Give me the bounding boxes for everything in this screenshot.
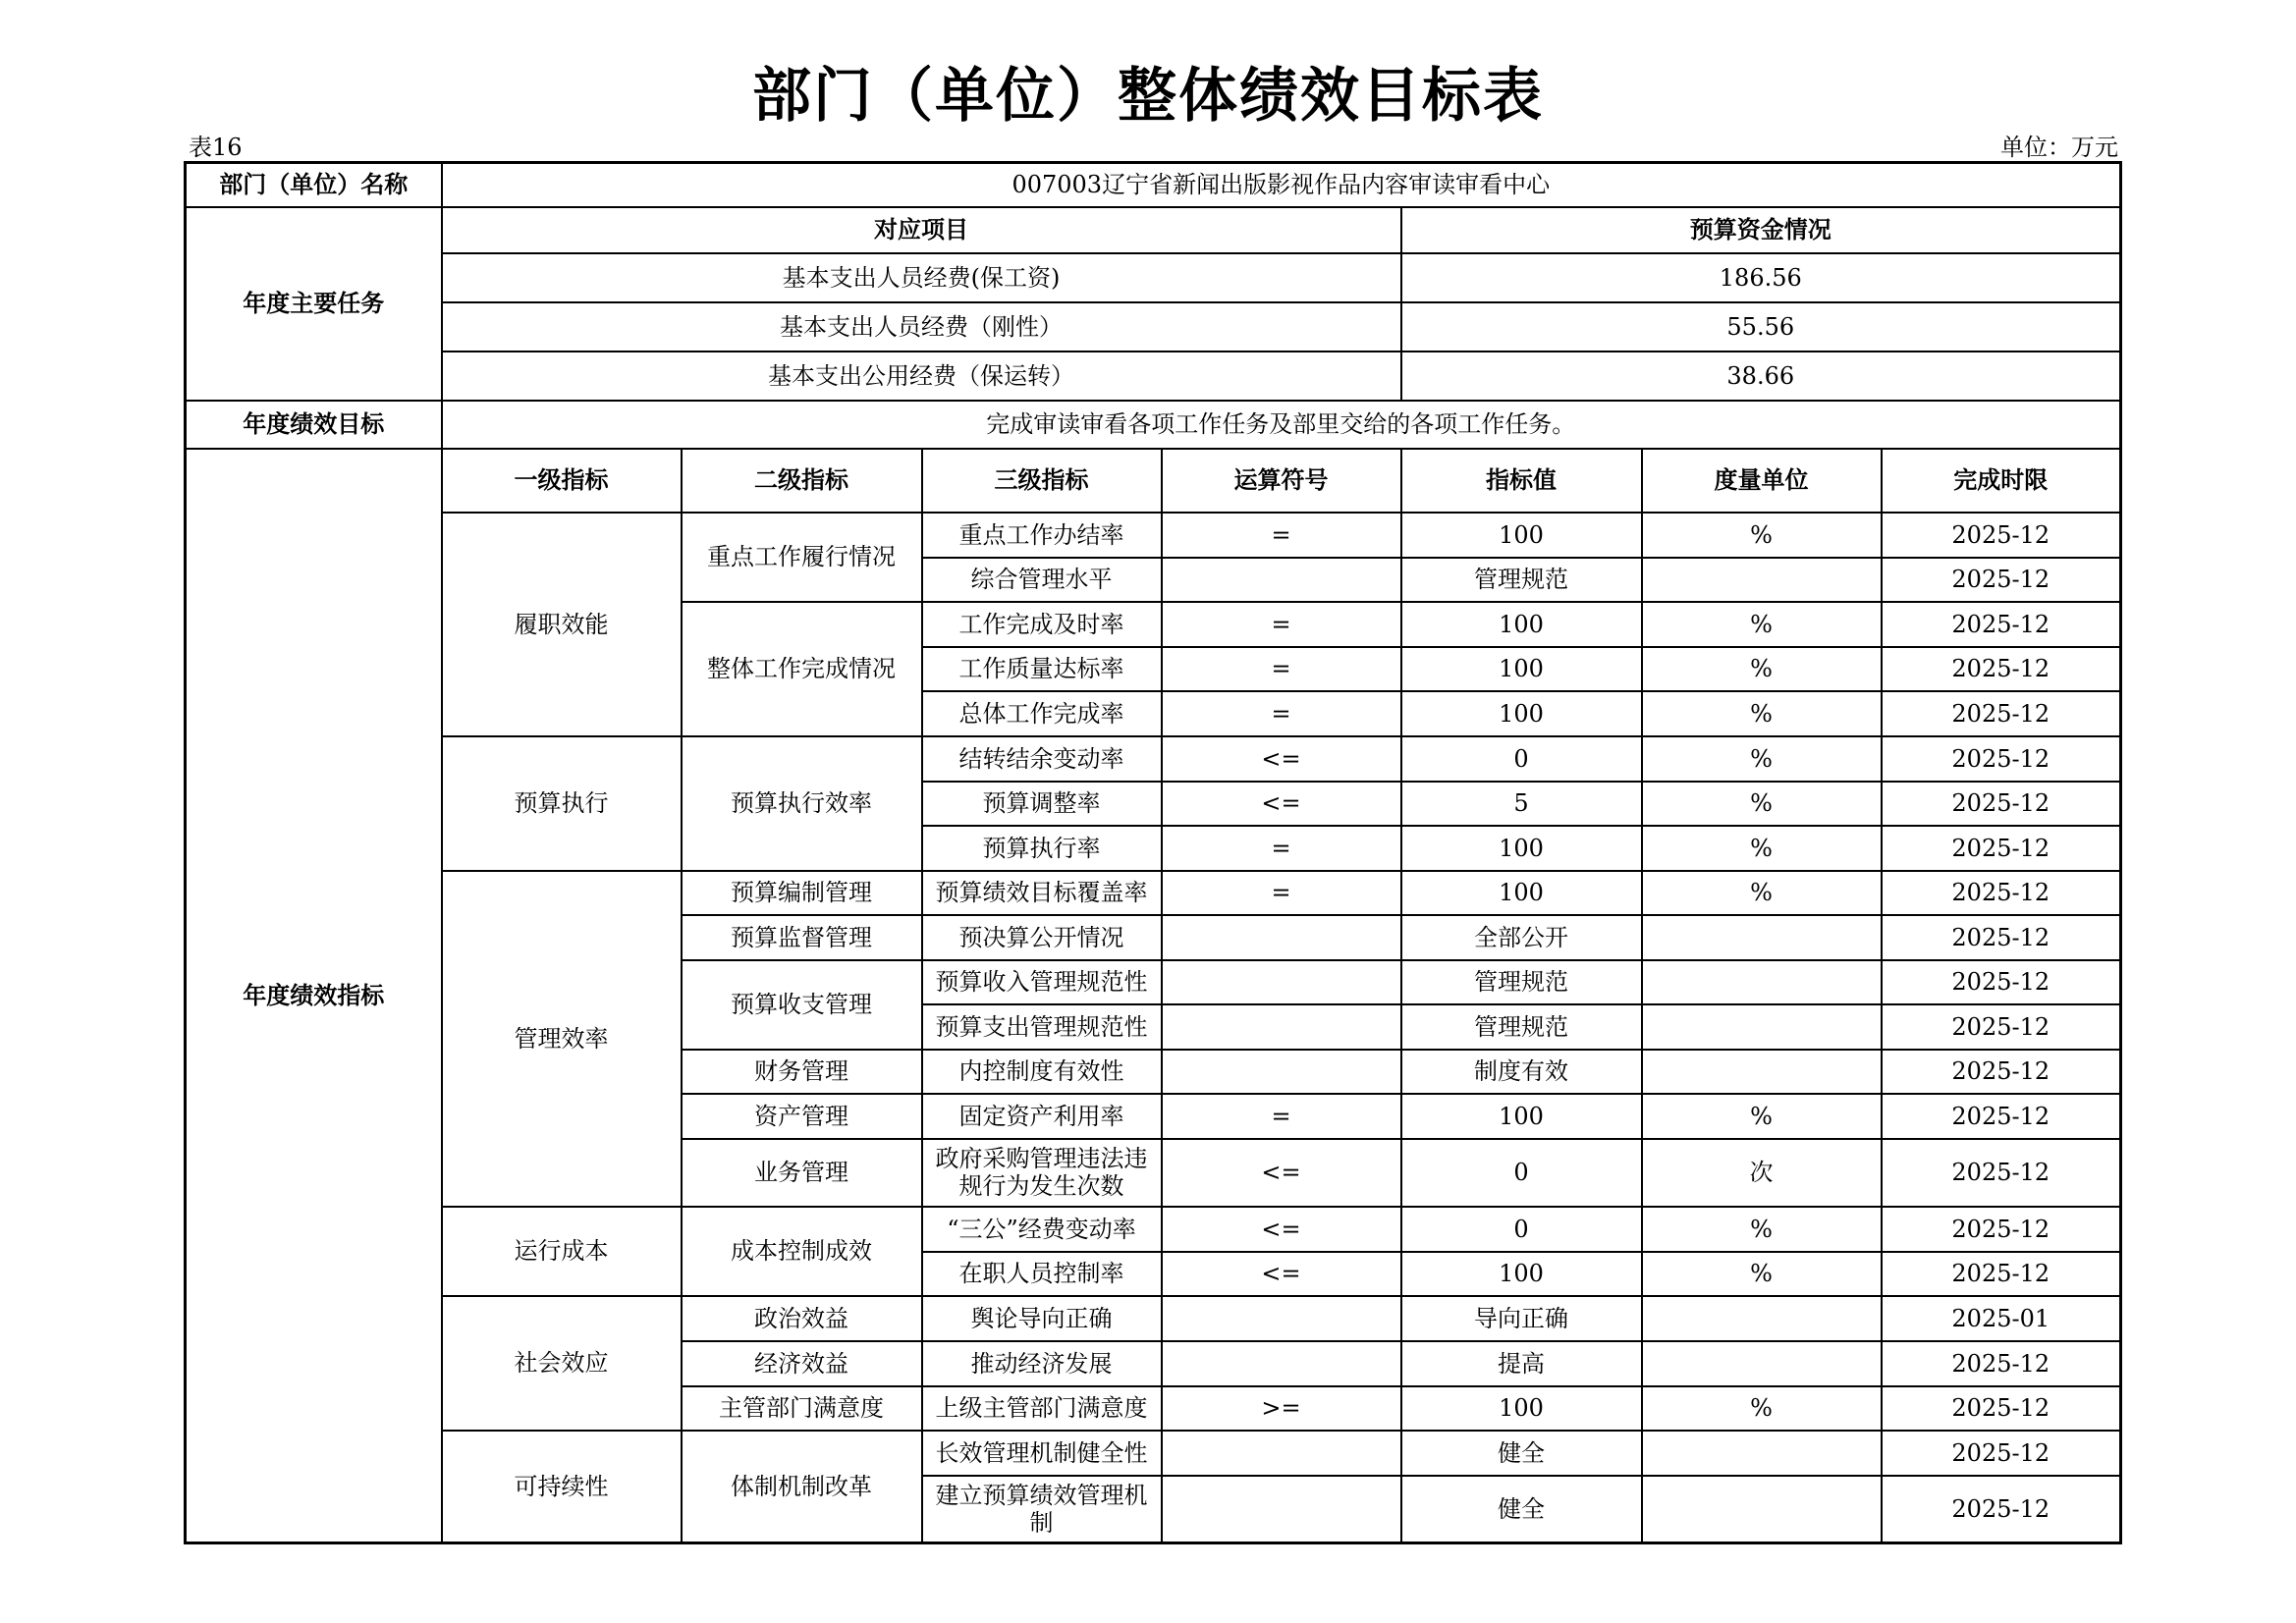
col-header-level2: 二级指标 — [682, 449, 922, 513]
deadline-cell: 2025-12 — [1882, 782, 2121, 826]
indicator-value: 管理规范 — [1401, 960, 1642, 1004]
operator-cell: = — [1162, 691, 1401, 736]
indicator-value: 100 — [1401, 871, 1642, 915]
deadline-cell: 2025-12 — [1882, 915, 2121, 960]
indicator-value: 健全 — [1401, 1476, 1642, 1543]
operator-cell: = — [1162, 1094, 1401, 1139]
deadline-cell: 2025-12 — [1882, 1094, 2121, 1139]
measure-unit: % — [1642, 1207, 1882, 1252]
task-amount: 38.66 — [1401, 352, 2121, 401]
level3-indicator: 推动经济发展 — [922, 1341, 1162, 1386]
operator-cell: <= — [1162, 736, 1401, 782]
operator-cell — [1162, 1431, 1401, 1476]
indicator-value: 0 — [1401, 736, 1642, 782]
deadline-cell: 2025-12 — [1882, 1207, 2121, 1252]
indicator-value: 100 — [1401, 1094, 1642, 1139]
level3-indicator: 预算支出管理规范性 — [922, 1004, 1162, 1050]
deadline-cell: 2025-12 — [1882, 1139, 2121, 1207]
deadline-cell: 2025-12 — [1882, 1050, 2121, 1094]
operator-cell — [1162, 1050, 1401, 1094]
col-header-level3: 三级指标 — [922, 449, 1162, 513]
measure-unit: % — [1642, 691, 1882, 736]
level1-indicator: 社会效应 — [442, 1296, 682, 1431]
col-header-unit: 度量单位 — [1642, 449, 1882, 513]
level3-indicator: 固定资产利用率 — [922, 1094, 1162, 1139]
task-item: 基本支出公用经费（保运转） — [442, 352, 1401, 401]
annual-goal-text: 完成审读审看各项工作任务及部里交给的各项工作任务。 — [442, 401, 2121, 449]
level3-indicator: 综合管理水平 — [922, 558, 1162, 602]
deadline-cell: 2025-12 — [1882, 558, 2121, 602]
level3-indicator: 预算调整率 — [922, 782, 1162, 826]
level3-indicator: 预算执行率 — [922, 826, 1162, 871]
measure-unit: % — [1642, 647, 1882, 691]
measure-unit — [1642, 1431, 1882, 1476]
level2-indicator: 预算监督管理 — [682, 915, 922, 960]
level2-indicator: 主管部门满意度 — [682, 1386, 922, 1431]
operator-cell: = — [1162, 826, 1401, 871]
indicator-value: 100 — [1401, 691, 1642, 736]
operator-cell: = — [1162, 647, 1401, 691]
measure-unit: 次 — [1642, 1139, 1882, 1207]
measure-unit: % — [1642, 782, 1882, 826]
level3-indicator: 预算收入管理规范性 — [922, 960, 1162, 1004]
level1-indicator: 预算执行 — [442, 736, 682, 871]
indicator-value: 管理规范 — [1401, 558, 1642, 602]
indicator-value: 100 — [1401, 826, 1642, 871]
measure-unit: % — [1642, 513, 1882, 558]
level1-indicator: 可持续性 — [442, 1431, 682, 1543]
indicator-row — [186, 513, 2121, 558]
performance-target-table — [184, 161, 2122, 1544]
deadline-cell: 2025-01 — [1882, 1296, 2121, 1341]
level1-indicator: 履职效能 — [442, 513, 682, 736]
level2-indicator: 整体工作完成情况 — [682, 602, 922, 736]
operator-cell — [1162, 1476, 1401, 1543]
level3-indicator: “三公”经费变动率 — [922, 1207, 1162, 1252]
level3-indicator: 建立预算绩效管理机制 — [922, 1476, 1162, 1543]
task-row — [186, 253, 2121, 302]
level2-indicator: 经济效益 — [682, 1341, 922, 1386]
indicator-value: 100 — [1401, 513, 1642, 558]
indicator-value: 5 — [1401, 782, 1642, 826]
col-header-value: 指标值 — [1401, 449, 1642, 513]
indicator-value: 0 — [1401, 1207, 1642, 1252]
level3-indicator: 长效管理机制健全性 — [922, 1431, 1162, 1476]
level3-indicator: 上级主管部门满意度 — [922, 1386, 1162, 1431]
level2-indicator: 成本控制成效 — [682, 1207, 922, 1296]
page-title: 部门（单位）整体绩效目标表 — [752, 62, 1544, 131]
deadline-cell: 2025-12 — [1882, 1431, 2121, 1476]
col-header-deadline: 完成时限 — [1882, 449, 2121, 513]
dept-name-label: 部门（单位）名称 — [186, 163, 442, 207]
annual-tasks-label: 年度主要任务 — [186, 207, 442, 401]
level2-indicator: 资产管理 — [682, 1094, 922, 1139]
level2-indicator: 业务管理 — [682, 1139, 922, 1207]
deadline-cell: 2025-12 — [1882, 1004, 2121, 1050]
level3-indicator: 预算绩效目标覆盖率 — [922, 871, 1162, 915]
measure-unit: % — [1642, 736, 1882, 782]
measure-unit — [1642, 960, 1882, 1004]
task-row — [186, 352, 2121, 401]
col-header-project: 对应项目 — [442, 207, 1401, 253]
measure-unit — [1642, 1050, 1882, 1094]
annual-goal-label: 年度绩效目标 — [186, 401, 442, 449]
level1-indicator: 管理效率 — [442, 871, 682, 1207]
operator-cell — [1162, 960, 1401, 1004]
measure-unit — [1642, 1296, 1882, 1341]
operator-cell — [1162, 915, 1401, 960]
measure-unit — [1642, 1341, 1882, 1386]
indicator-value: 100 — [1401, 1252, 1642, 1296]
level3-indicator: 工作质量达标率 — [922, 647, 1162, 691]
level1-indicator: 运行成本 — [442, 1207, 682, 1296]
deadline-cell: 2025-12 — [1882, 1341, 2121, 1386]
measure-unit: % — [1642, 1252, 1882, 1296]
task-amount: 186.56 — [1401, 253, 2121, 302]
operator-cell — [1162, 1341, 1401, 1386]
operator-cell: = — [1162, 513, 1401, 558]
unit-label: 单位：万元 — [2000, 134, 2118, 161]
indicators-label: 年度绩效指标 — [186, 449, 442, 1543]
level2-indicator: 重点工作履行情况 — [682, 513, 922, 602]
operator-cell — [1162, 1004, 1401, 1050]
measure-unit — [1642, 1004, 1882, 1050]
indicator-value: 导向正确 — [1401, 1296, 1642, 1341]
operator-cell: <= — [1162, 1207, 1401, 1252]
deadline-cell: 2025-12 — [1882, 736, 2121, 782]
level2-indicator: 预算收支管理 — [682, 960, 922, 1050]
operator-cell: >= — [1162, 1386, 1401, 1431]
measure-unit: % — [1642, 1386, 1882, 1431]
col-header-budget: 预算资金情况 — [1401, 207, 2121, 253]
level3-indicator: 结转结余变动率 — [922, 736, 1162, 782]
indicator-row — [186, 736, 2121, 782]
measure-unit: % — [1642, 871, 1882, 915]
level2-indicator: 预算编制管理 — [682, 871, 922, 915]
indicator-row — [186, 1296, 2121, 1341]
task-item: 基本支出人员经费(保工资) — [442, 253, 1401, 302]
operator-cell — [1162, 558, 1401, 602]
indicator-row — [186, 1431, 2121, 1476]
indicator-value: 提高 — [1401, 1341, 1642, 1386]
measure-unit: % — [1642, 826, 1882, 871]
dept-name-value: 007003辽宁省新闻出版影视作品内容审读审看中心 — [442, 163, 2121, 207]
level2-indicator: 体制机制改革 — [682, 1431, 922, 1543]
indicator-value: 管理规范 — [1401, 1004, 1642, 1050]
indicator-value: 0 — [1401, 1139, 1642, 1207]
deadline-cell: 2025-12 — [1882, 602, 2121, 647]
operator-cell: = — [1162, 871, 1401, 915]
deadline-cell: 2025-12 — [1882, 826, 2121, 871]
deadline-cell: 2025-12 — [1882, 1386, 2121, 1431]
indicator-value: 100 — [1401, 647, 1642, 691]
indicator-value: 100 — [1401, 602, 1642, 647]
level3-indicator: 预决算公开情况 — [922, 915, 1162, 960]
operator-cell: <= — [1162, 1252, 1401, 1296]
indicator-value: 健全 — [1401, 1431, 1642, 1476]
indicator-value: 全部公开 — [1401, 915, 1642, 960]
operator-cell — [1162, 1296, 1401, 1341]
deadline-cell: 2025-12 — [1882, 513, 2121, 558]
operator-cell: = — [1162, 602, 1401, 647]
indicator-row — [186, 871, 2121, 915]
level2-indicator: 财务管理 — [682, 1050, 922, 1094]
indicator-row — [186, 1207, 2121, 1252]
measure-unit: % — [1642, 1094, 1882, 1139]
measure-unit: % — [1642, 602, 1882, 647]
deadline-cell: 2025-12 — [1882, 1252, 2121, 1296]
measure-unit — [1642, 1476, 1882, 1543]
level3-indicator: 内控制度有效性 — [922, 1050, 1162, 1094]
indicator-value: 制度有效 — [1401, 1050, 1642, 1094]
deadline-cell: 2025-12 — [1882, 960, 2121, 1004]
deadline-cell: 2025-12 — [1882, 647, 2121, 691]
level2-indicator: 政治效益 — [682, 1296, 922, 1341]
task-item: 基本支出人员经费（刚性） — [442, 302, 1401, 352]
indicator-value: 100 — [1401, 1386, 1642, 1431]
level3-indicator: 重点工作办结率 — [922, 513, 1162, 558]
operator-cell: <= — [1162, 782, 1401, 826]
deadline-cell: 2025-12 — [1882, 691, 2121, 736]
level3-indicator: 总体工作完成率 — [922, 691, 1162, 736]
task-row — [186, 302, 2121, 352]
deadline-cell: 2025-12 — [1882, 871, 2121, 915]
level3-indicator: 政府采购管理违法违规行为发生次数 — [922, 1139, 1162, 1207]
operator-cell: <= — [1162, 1139, 1401, 1207]
level2-indicator: 预算执行效率 — [682, 736, 922, 871]
col-header-operator: 运算符号 — [1162, 449, 1401, 513]
measure-unit — [1642, 558, 1882, 602]
table-number: 表16 — [189, 134, 243, 161]
task-amount: 55.56 — [1401, 302, 2121, 352]
deadline-cell: 2025-12 — [1882, 1476, 2121, 1543]
level3-indicator: 在职人员控制率 — [922, 1252, 1162, 1296]
level3-indicator: 工作完成及时率 — [922, 602, 1162, 647]
measure-unit — [1642, 915, 1882, 960]
col-header-level1: 一级指标 — [442, 449, 682, 513]
level3-indicator: 舆论导向正确 — [922, 1296, 1162, 1341]
